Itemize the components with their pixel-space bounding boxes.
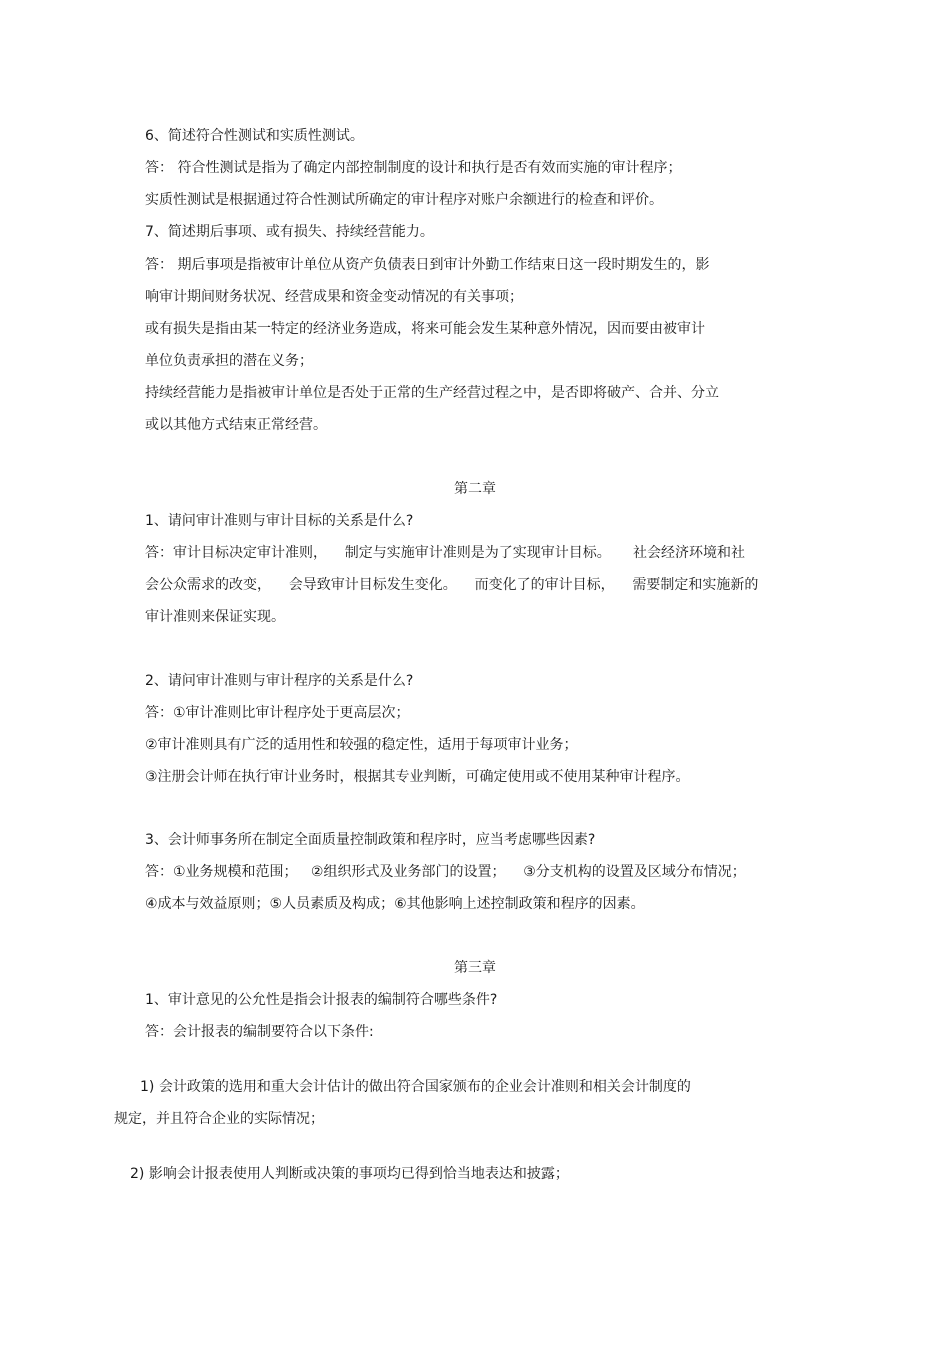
ch2-answer-3-line-1: 答：①业务规模和范围； ②组织形式及业务部门的设置； ③分支机构的设置及区域分布情况； [145,864,746,880]
ch3-condition-1-line-2: 规定，并且符合企业的实际情况； [114,1111,324,1127]
answer-7-line-1: 答： 期后事项是指被审计单位从资产负债表日到审计外勤工作结束日这一段时期发生的，影 [145,257,710,273]
question-7: 7、简述期后事项、或有损失、持续经营能力。 [145,224,434,240]
ch2-answer-1-line-2: 会公众需求的改变， 会导致审计目标发生变化。 而变化了的审计目标， 需要制定和实施新的 [145,577,759,593]
ch2-answer-3-line-2: ④成本与效益原则；⑤人员素质及构成；⑥其他影响上述控制政策和程序的因素。 [145,896,645,912]
answer-7-line-4: 单位负责承担的潜在义务； [145,353,313,369]
ch2-question-3: 3、会计师事务所在制定全面质量控制政策和程序时，应当考虑哪些因素? [145,832,596,848]
chapter-2-heading: 第二章 [454,481,496,497]
ch2-answer-2-line-1: 答：①审计准则比审计程序处于更高层次； [145,705,410,721]
ch2-question-2: 2、请问审计准则与审计程序的关系是什么? [145,673,414,689]
ch2-answer-1-line-3: 审计准则来保证实现。 [145,609,285,625]
answer-6-line-2: 实质性测试是根据通过符合性测试所确定的审计程序对账户余额进行的检查和评价。 [145,192,663,208]
ch2-answer-2-line-2: ②审计准则具有广泛的适用性和较强的稳定性，适用于每项审计业务； [145,737,578,753]
ch3-answer-1-intro: 答：会计报表的编制要符合以下条件: [145,1024,374,1040]
answer-7-line-6: 或以其他方式结束正常经营。 [145,417,327,433]
answer-6-line-1: 答： 符合性测试是指为了确定内部控制制度的设计和执行是否有效而实施的审计程序； [145,160,682,176]
ch3-condition-2: 2) 影响会计报表使用人判断或决策的事项均已得到恰当地表达和披露； [130,1166,569,1182]
ch3-condition-1-line-1: 1) 会计政策的选用和重大会计估计的做出符合国家颁布的企业会计准则和相关会计制度的 [140,1079,691,1095]
ch2-answer-2-line-3: ③注册会计师在执行审计业务时，根据其专业判断，可确定使用或不使用某种审计程序。 [145,769,690,785]
ch2-answer-1-line-1: 答：审计目标决定审计准则， 制定与实施审计准则是为了实现审计目标。 社会经济环境和社 [145,545,746,561]
ch2-question-1: 1、请问审计准则与审计目标的关系是什么? [145,513,414,529]
answer-7-line-5: 持续经营能力是指被审计单位是否处于正常的生产经营过程之中，是否即将破产、合并、分立 [145,385,719,401]
answer-7-line-2: 响审计期间财务状况、经营成果和资金变动情况的有关事项； [145,289,523,305]
chapter-3-heading: 第三章 [454,960,496,976]
answer-7-line-3: 或有损失是指由某一特定的经济业务造成，将来可能会发生某种意外情况，因而要由被审计 [145,321,705,337]
question-6: 6、简述符合性测试和实质性测试。 [145,128,364,144]
ch3-question-1: 1、审计意见的公允性是指会计报表的编制符合哪些条件? [145,992,498,1008]
